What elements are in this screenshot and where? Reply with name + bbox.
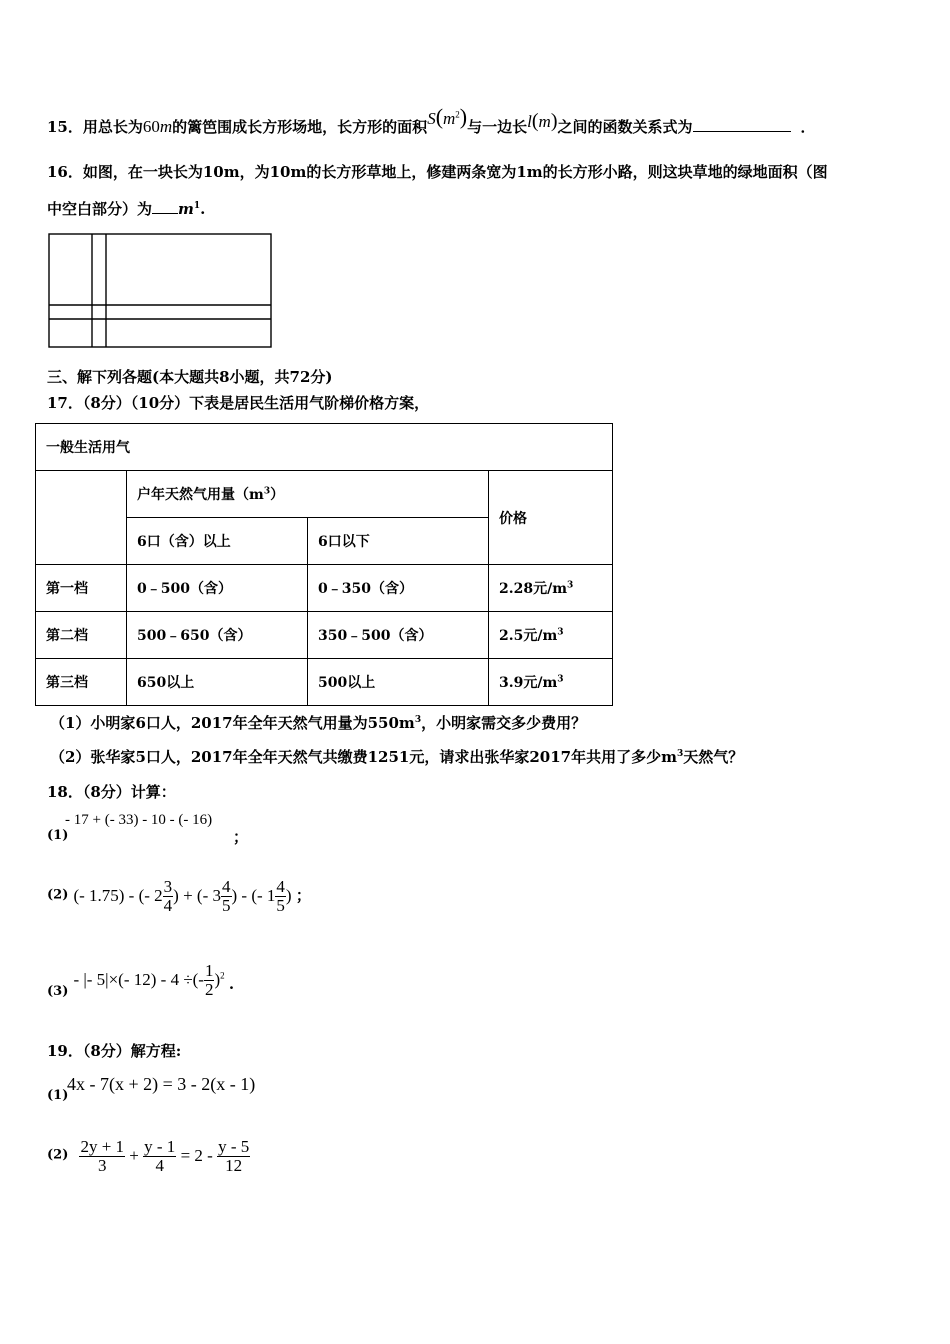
q18-expr-1: - 17 + (- 33) - 10 - (- 16) xyxy=(65,812,213,828)
q15-line xyxy=(47,106,816,144)
table-corner xyxy=(36,471,127,565)
usage-cell: 0﹣350（含） xyxy=(308,565,489,612)
q16-line-2: 中空白部分）为 $m^1$. xyxy=(47,200,206,218)
q18-title: 18．（8分）计算： xyxy=(47,783,176,801)
q16-line-1: 16．如图，在一块长为10m，为10m的长方形草地上，修建两条宽为1m的长方形小路，则这块草地的绿地面积（图 xyxy=(47,163,828,181)
q18-part-3: $_{(3)}$ - |- 5|×(- 12) - 4 ÷(- $\frac{1}{2}$ )$^2$ . xyxy=(47,961,235,1000)
table-row xyxy=(36,659,613,706)
q18-expr-3: - |- 5|×(- 12) - 4 ÷(- $\frac{1}{2}$ )$^2$ xyxy=(73,961,225,1000)
price-cell: 3.9元$/m^3$ xyxy=(489,659,613,706)
usage-cell: 350﹣500（含） xyxy=(308,612,489,659)
q17-sub-2: （2）张华家5口人，2017年全年天然气共缴费1251元，请求出张华家2017年共用了多少$m^3$天然气？ xyxy=(50,748,744,766)
price-cell: 2.28元$/m^3$ xyxy=(489,565,613,612)
q19-part-2: (2) $\frac{2y + 1}{3}$ + $\frac{y - 1}{4}$ = 2 - $\frac{y - 5}{12}$ xyxy=(47,1137,250,1176)
col-6-minus: 6口以下 xyxy=(308,518,489,565)
table-row xyxy=(36,565,613,612)
q17-title: 17．（8分）（10分）下表是居民生活用气阶梯价格方案， xyxy=(47,394,430,412)
q17-sub-1: （1）小明家6口人，2017年全年天然气用量为$550m^3$，小明家需交多少费用？ xyxy=(50,714,587,732)
tier-cell: 第三档 xyxy=(36,659,127,706)
q18-expr-2: (- 1.75) - (- 2 $\frac{3}{4}$ ) + (- 3 $\frac{4}{5}$ ) - (- 1 $\frac{4}{5}$ ) xyxy=(73,877,292,916)
q15-text-2: 的篱笆围成长方形场地，长方形的面积 xyxy=(172,118,428,136)
price-header: 价格 xyxy=(489,471,613,565)
section-header: 三、解下列各题(本大题共8小题，共72分) xyxy=(47,368,333,386)
q18-part-2: (2) (- 1.75) - (- 2 $\frac{3}{4}$ ) + (- 3 $\frac{4}{5}$ ) - (- 1 $\frac{4}{5}$ ) ； xyxy=(47,877,311,916)
price-cell: 2.5元$/m^3$ xyxy=(489,612,613,659)
answer-blank[interactable] xyxy=(152,213,178,214)
q19-title: 19．（8分）解方程: xyxy=(47,1042,182,1060)
table-title: 一般生活用气 xyxy=(36,424,613,471)
q15-area-formula: $S(m^2)$ xyxy=(427,104,468,129)
usage-header: 户年天然气用量$(m^3)$ xyxy=(127,471,489,518)
usage-cell: 0﹣500（含） xyxy=(127,565,308,612)
answer-blank[interactable] xyxy=(693,131,791,132)
table-row xyxy=(36,612,613,659)
q15-length-unit: m xyxy=(159,117,173,136)
q15-text-1: 用总长为 xyxy=(82,118,143,136)
q15-side-formula: l(m) xyxy=(527,110,558,132)
q15-text-3: 与一边长 xyxy=(467,118,528,136)
q19-equation-2: $\frac{2y + 1}{3}$ + $\frac{y - 1}{4}$ = 2 - $\frac{y - 5}{12}$ xyxy=(80,1137,250,1176)
usage-cell: 500﹣650（含） xyxy=(127,612,308,659)
q19-equation-1: 4x - 7(x + 2) = 3 - 2(x - 1) xyxy=(67,1074,256,1094)
tier-cell: 第一档 xyxy=(36,565,127,612)
q15-number: 15． xyxy=(47,118,83,136)
col-6-plus: 6口（含）以上 xyxy=(127,518,308,565)
usage-cell: 500以上 xyxy=(308,659,489,706)
q15-end: ． xyxy=(800,118,816,136)
lawn-outline xyxy=(49,234,271,347)
grass-figure xyxy=(48,233,274,350)
q15-length-value: 60 xyxy=(142,117,160,136)
gas-price-table xyxy=(35,423,613,706)
q15-text-4: 之间的函数关系式为 xyxy=(557,118,693,136)
tier-cell: 第二档 xyxy=(36,612,127,659)
usage-cell: 650以上 xyxy=(127,659,308,706)
